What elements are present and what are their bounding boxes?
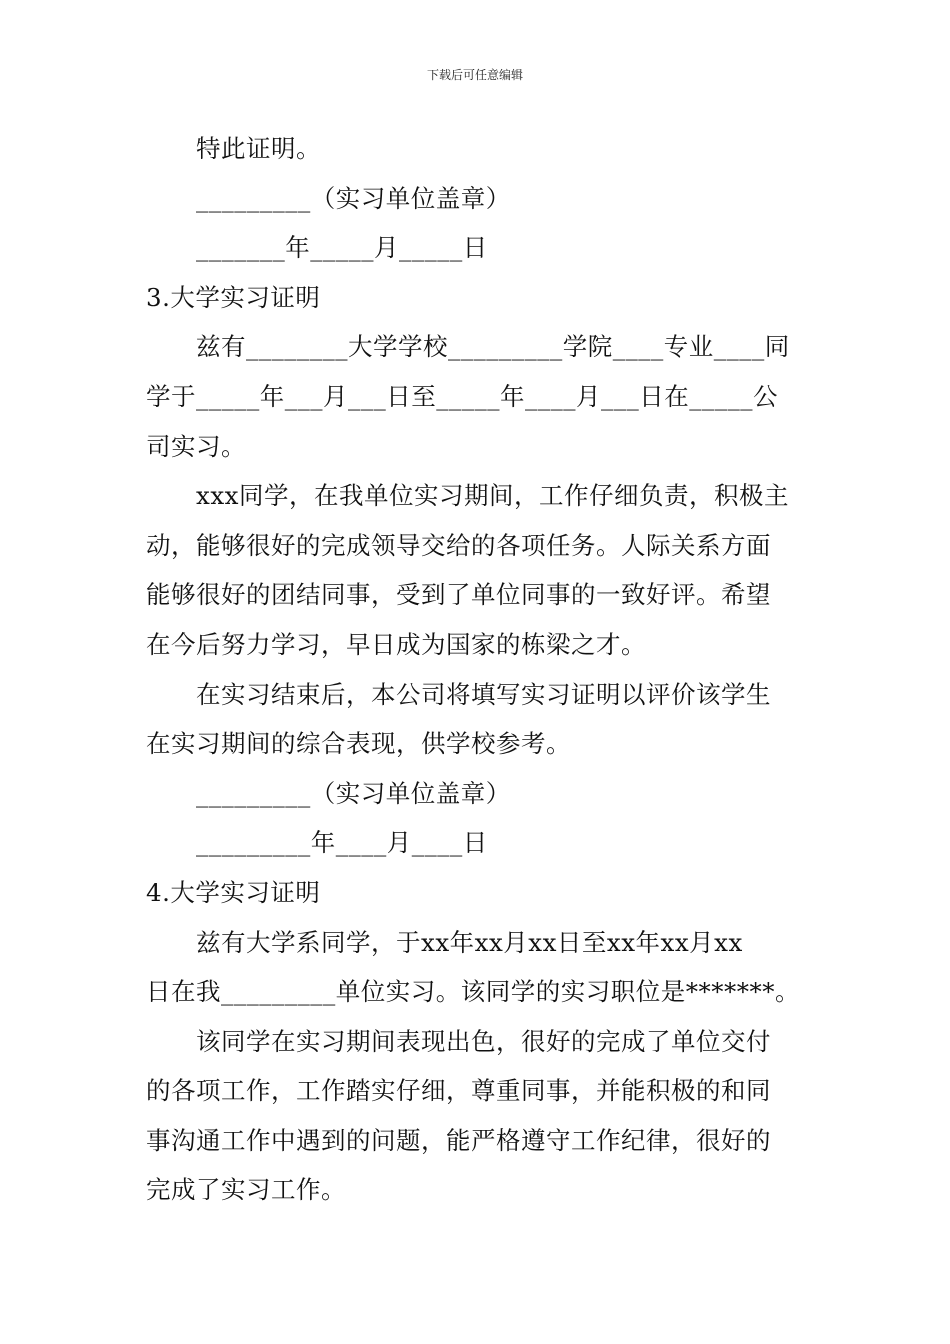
seal-line: _________（实习单位盖章） xyxy=(196,183,511,213)
paragraph-line: 学于_____年___月___日至_____年____月___日在_____公 xyxy=(146,381,778,411)
paragraph-line: 在实习期间的综合表现，供学校参考。 xyxy=(146,729,571,759)
paragraph-line: 司实习。 xyxy=(146,431,246,461)
section-heading-3: 3.大学实习证明 xyxy=(146,282,321,312)
paragraph-line: xxx同学，在我单位实习期间，工作仔细负责，积极主 xyxy=(196,481,789,511)
closing-line: 特此证明。 xyxy=(196,134,321,163)
paragraph-line: 该同学在实习期间表现出色，很好的完成了单位交付 xyxy=(196,1026,771,1056)
paragraph-line: 事沟通工作中遇到的问题，能严格遵守工作纪律，很好的 xyxy=(146,1125,771,1155)
paragraph-line: 在今后努力学习，早日成为国家的栋梁之才。 xyxy=(146,629,646,659)
section-heading-4: 4.大学实习证明 xyxy=(146,877,321,907)
page-header: 下载后可任意编辑 xyxy=(426,68,523,82)
paragraph-line: 动，能够很好的完成领导交给的各项任务。人际关系方面 xyxy=(146,530,771,560)
date-line: _________年____月____日 xyxy=(196,828,488,858)
paragraph-line: 兹有大学系同学，于xx年xx月xx日至xx年xx月xx xyxy=(196,927,743,957)
paragraph-line: 兹有________大学学校_________学院____专业____同 xyxy=(196,332,790,362)
date-line: _______年_____月_____日 xyxy=(196,233,488,263)
seal-line: _________（实习单位盖章） xyxy=(196,778,511,808)
paragraph-line: 在实习结束后，本公司将填写实习证明以评价该学生 xyxy=(196,679,771,709)
paragraph-line: 能够很好的团结同事，受到了单位同事的一致好评。希望 xyxy=(146,580,771,610)
paragraph-line: 完成了实习工作。 xyxy=(146,1175,346,1205)
paragraph-line: 的各项工作，工作踏实仔细，尊重同事，并能积极的和同 xyxy=(146,1076,771,1106)
paragraph-line: 日在我_________单位实习。该同学的实习职位是*******。 xyxy=(146,977,800,1007)
document-body xyxy=(146,124,814,1215)
